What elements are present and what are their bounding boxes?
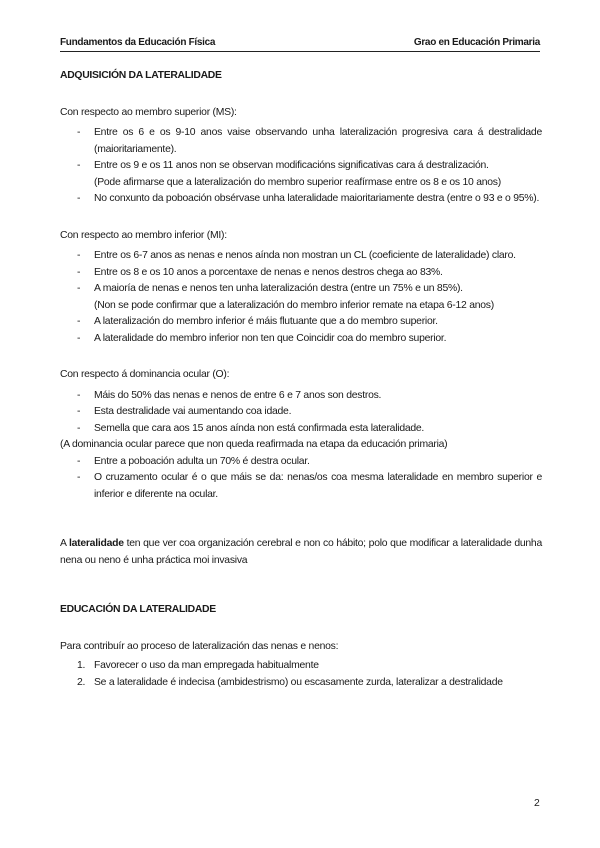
ocular-note: (A dominancia ocular parece que non queda reafirmada na etapa da educación primaria) [60,439,448,450]
list-item: - Entre os 6-7 anos as nenas e nenos aínda non mostran un CL (coeficiente de lateralidade) claro. [77,250,516,261]
page-content [60,68,542,691]
section-title-educacion: EDUCACIÓN DA LATERALIDADE [60,604,216,615]
list-item: - Máis do 50% das nenas e nenos de entre 6 e 7 anos son destros. [77,389,382,401]
list-item: - A maioría de nenas e nenos ten unha lateralización destra (entre un 75% e un 85%). (Non se pode confirmar que a lateralización do membro inferior remate na etapa 6-12 anos) [60,281,542,314]
ocular-intro: Con respecto á dominancia ocular (O): [60,369,230,380]
list-item: - Esta destralidade vai aumentando coa idade. [77,406,292,417]
mi-list [60,248,542,347]
ms-list [60,125,542,208]
list-item: 2. Se a lateralidade é indecisa (ambidestrismo) ou escasamente zurda, lateralizar a destralidade [77,676,503,688]
list-item: - No conxunto da poboación obsérvase unha lateralidade maioritariamente destra (entre o 93 e o 95%). [77,193,540,204]
list-item: 1. Favorecer o uso da man empregada habitualmente [77,660,319,671]
ms-note: (Pode afirmarse que a lateralización do membro superior reafírmase entre os 8 e os 10 anos) [94,176,501,188]
list-item: - A lateralización do membro inferior é máis flutuante que a do membro superior. [77,316,438,327]
ocular-list-2 [60,454,542,504]
section-title-adquisicion: ADQUISICIÓN DA LATERALIDADE [60,70,222,81]
ocular-list [60,388,542,438]
header-course-title: Fundamentos da Educación Física [60,37,216,48]
list-item: - Entre os 9 e os 11 anos non se observan modificacións significativas cara á destralización. (Pode afirmarse que a lateralización do membro superior reafírmase entre os 8 e os 10 anos) [60,158,542,191]
list-item: - A lateralidade do membro inferior non ten que Coincidir coa do membro superior. [77,332,447,344]
page-header [60,33,540,52]
list-item: - O cruzamento ocular é o que máis se da: nenas/os coa mesma lateralidade en membro superior e inferior e diferente na ocular. [77,472,542,500]
educacion-intro: Para contribuír ao proceso de lateralización das nenas e nenos: [60,640,339,652]
header-degree-title: Grao en Educación Primaria [413,37,540,48]
educacion-list [60,658,542,691]
mi-note: (Non se pode confirmar que a lateralización do membro inferior remate na etapa 6-12 anos) [94,299,494,311]
list-item: - Entre a poboación adulta un 70% é destra ocular. [77,455,310,467]
list-item: - Entre os 8 e os 10 anos a porcentaxe de nenas e nenos destros chega ao 83%. [77,266,443,278]
conclusion-paragraph: A lateralidade ten que ver coa organización cerebral e non co hábito; polo que modificar a lateralidade dunha nena ou neno é unha práctica moi invasiva [60,538,542,566]
list-item: - Entre os 6 e os 9-10 anos vaise observando unha lateralización progresiva cara á destralidade (maioritariamente). [77,127,542,155]
list-item: - Semella que cara aos 15 anos aínda non está confirmada esta lateralidade. [77,422,425,434]
ms-intro: Con respecto ao membro superior (MS): [60,106,237,118]
conclusion-bold-term: lateralidade [68,538,124,549]
page-number: 2 [534,798,540,809]
mi-intro: Con respecto ao membro inferior (MI): [60,229,227,241]
